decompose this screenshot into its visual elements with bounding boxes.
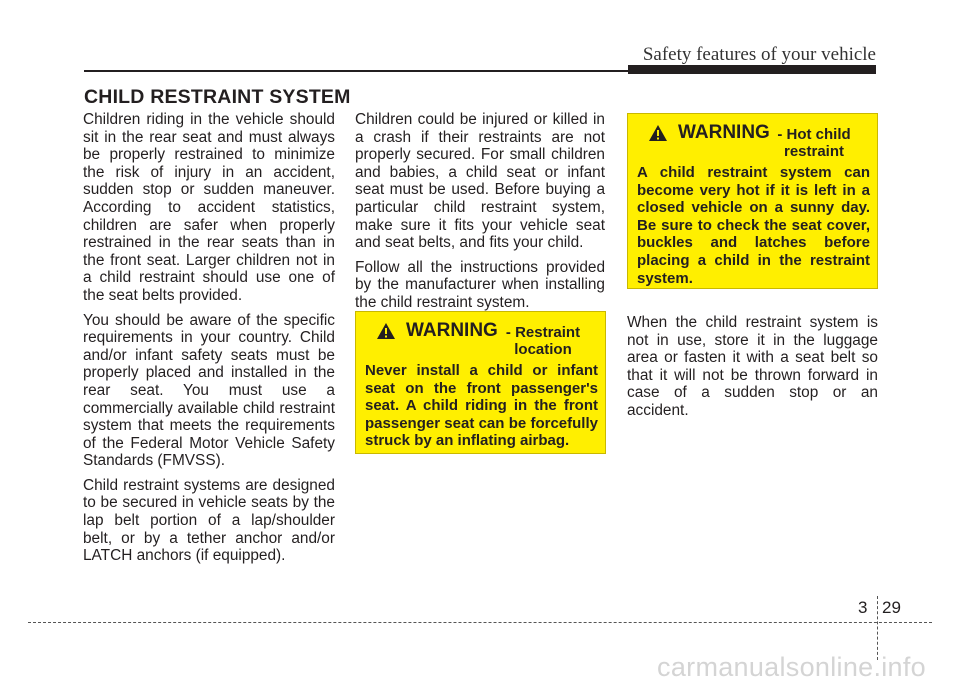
paragraph: When the child restraint system is not in use, store it in the luggage area or fasten it with a seat belt so that it will not be thrown forward in case of a sudden stop or an accident. <box>627 314 878 419</box>
warning-subtitle: - Hot child restraint <box>777 126 851 160</box>
column-3 <box>627 314 878 427</box>
warning-body: A child restraint system can become very hot if it is left in a closed vehicle on a sunny day. Be sure to check the seat cover, buckles and latches before placing a child in the restraint system. <box>637 164 870 287</box>
warning-triangle-icon <box>376 322 396 340</box>
running-header: Safety features of your vehicle <box>642 44 876 65</box>
warning-box-restraint-location <box>355 311 606 454</box>
warning-body: Never install a child or infant seat on the front passenger's seat. A child riding in the front passenger seat can be forcefully struck by an inflating airbag. <box>365 362 598 450</box>
warning-header <box>637 122 870 162</box>
warning-label: WARNING <box>406 320 498 341</box>
paragraph: Follow all the instructions provided by the manufacturer when installing the child restraint system. <box>355 258 605 311</box>
footer-divider <box>28 622 932 623</box>
warning-header <box>365 320 598 360</box>
warning-label: WARNING <box>678 122 770 143</box>
chapter-number: 3 <box>858 598 868 617</box>
header-rule <box>84 70 628 72</box>
warning-box-hot-restraint <box>627 113 878 289</box>
warning-subtitle: - Restraint location <box>505 324 581 358</box>
watermark: carmanualsonline.info <box>657 652 926 682</box>
column-1 <box>83 111 335 572</box>
page-number: 29 <box>882 598 901 617</box>
paragraph: Child restraint systems are designed to be secured in vehicle seats by the lap belt portion of a lap/shoulder belt, or by a tether anchor and/or LATCH anchors (if equipped). <box>83 476 335 565</box>
page-number-divider <box>877 596 878 660</box>
paragraph: Children could be injured or killed in a crash if their restraints are not properly secured. For small children and babies, a child seat or infant seat must be used. Before buying a particular child restraint system, make sure it fits your vehicle seat and seat belts, and fits your child. <box>355 111 605 252</box>
paragraph: You should be aware of the specific requirements in your country. Child and/or infant safety seats must be properly placed and installed in the rear seat. You must use a commercially available child restraint system that meets the requirements of the Federal Motor Vehicle Safety Standards (FMVSS). <box>83 311 335 470</box>
section-title: CHILD RESTRAINT SYSTEM <box>84 86 351 108</box>
column-2 <box>355 111 605 319</box>
header-bar <box>628 65 876 74</box>
warning-triangle-icon <box>648 124 668 142</box>
paragraph: Children riding in the vehicle should sit in the rear seat and must always be properly restrained to minimize the risk of injury in an accident, sudden stop or sudden maneuver. According to accident statistics, children are safer when properly restrained in the rear seats than in the front seat. Larger children not in a child restraint should use one of the seat belts provided. <box>83 111 335 304</box>
